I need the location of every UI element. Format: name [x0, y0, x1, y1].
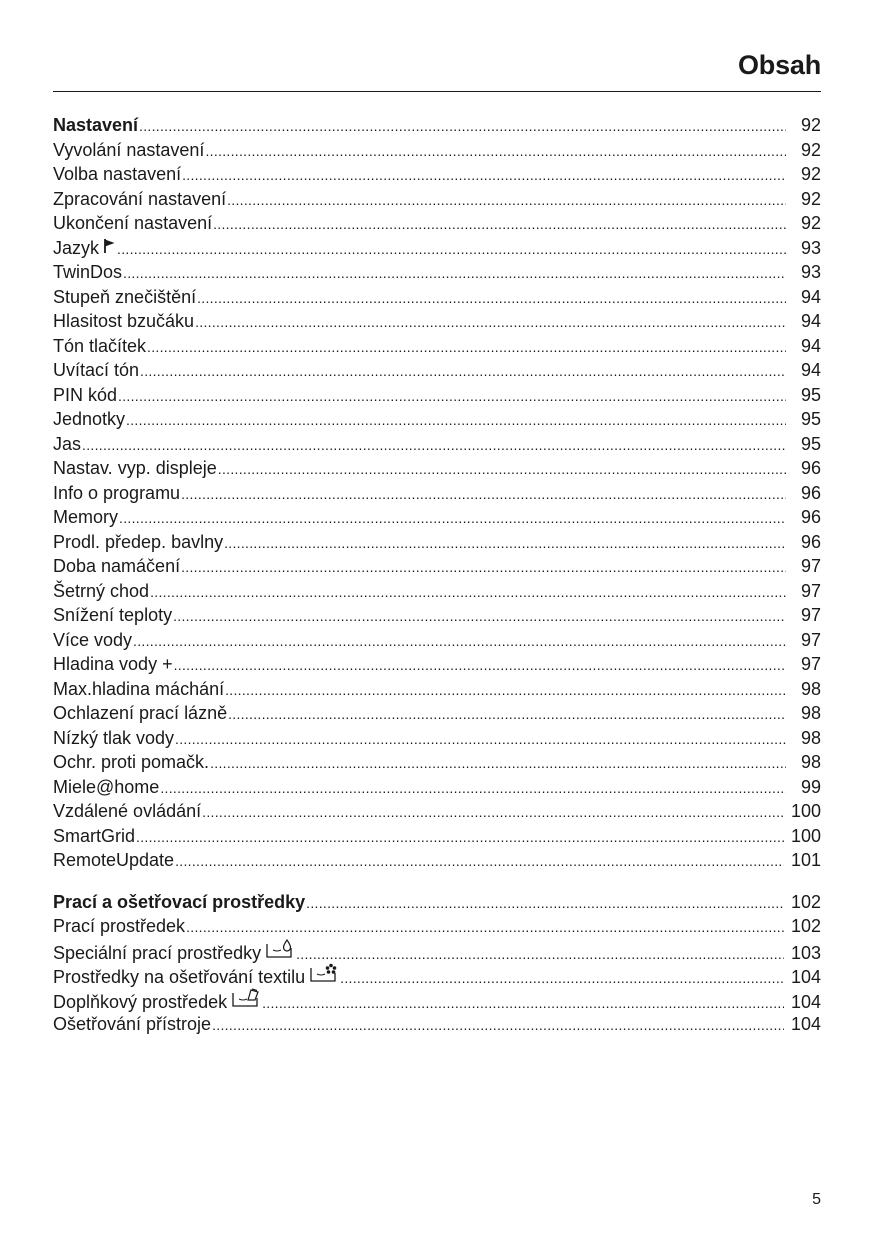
toc-entry-ochr-proti-pomack[interactable] — [53, 750, 821, 775]
toc-entry-page: 92 — [800, 213, 821, 233]
dot-leader — [139, 114, 786, 139]
toc-entry-page: 100 — [790, 825, 821, 846]
toc-entry-page: 92 — [800, 188, 821, 209]
additive-icon — [231, 988, 261, 1015]
toc-entry-page: 92 — [800, 115, 821, 135]
toc-entry-label: Volba nastavení — [53, 164, 182, 184]
toc-entry-prodl-predep-bavlny[interactable] — [53, 530, 821, 555]
toc-entry-label: Hladina vody + — [53, 654, 173, 674]
dot-leader — [150, 580, 786, 605]
dot-leader — [174, 653, 786, 678]
toc-entry-page: 102 — [790, 916, 821, 936]
toc-entry-label: Memory — [53, 507, 119, 527]
detergent-drop-icon — [265, 939, 295, 966]
dot-leader — [202, 800, 784, 825]
toc-entry-label: Miele@home — [53, 776, 160, 797]
toc-entry-hladina-vody[interactable] — [53, 652, 821, 677]
dot-leader — [118, 384, 786, 409]
toc-entry-label: Zpracování nastavení — [53, 188, 227, 209]
dot-leader — [340, 966, 784, 991]
dot-leader — [210, 751, 786, 776]
toc-entry-label: Vzdálené ovládání — [53, 801, 202, 821]
toc-entry-label: Prací prostředek — [53, 916, 186, 936]
toc-entry-nastaveni[interactable] — [53, 113, 821, 138]
dot-leader — [224, 531, 786, 556]
toc-entry-page: 99 — [800, 776, 821, 797]
toc-entry-specialni-praci-prostredky[interactable] — [53, 939, 821, 964]
toc-entry-setrny-chod[interactable] — [53, 579, 821, 604]
toc-entry-label: Speciální prací prostředky — [53, 942, 262, 963]
toc-entry-page: 102 — [790, 891, 821, 912]
dot-leader — [140, 359, 786, 384]
toc-entry-page: 94 — [800, 360, 821, 380]
toc-entry-page: 100 — [790, 801, 821, 821]
toc-section — [53, 890, 821, 1037]
dot-leader — [182, 163, 786, 188]
toc-entry-nastav-vyp-displeje[interactable] — [53, 456, 821, 481]
toc-entry-ton-tlacitek[interactable] — [53, 334, 821, 359]
toc-entry-page: 96 — [800, 482, 821, 503]
table-of-contents — [53, 113, 821, 1037]
toc-entry-pin-kod[interactable] — [53, 383, 821, 408]
header-divider — [53, 91, 821, 92]
toc-entry-label: Šetrný chod — [53, 580, 150, 601]
toc-entry-label: SmartGrid — [53, 825, 136, 846]
toc-entry-snizeni-teploty[interactable] — [53, 603, 821, 628]
toc-entry-label: Nastavení — [53, 115, 139, 135]
dot-leader — [160, 776, 786, 801]
dot-leader — [175, 727, 786, 752]
toc-entry-miele-home[interactable] — [53, 775, 821, 800]
toc-entry-page: 94 — [800, 311, 821, 331]
dot-leader — [136, 825, 784, 850]
toc-entry-praci-prostredek[interactable] — [53, 914, 821, 939]
dot-leader — [123, 261, 786, 286]
toc-entry-label: Uvítací tón — [53, 360, 140, 380]
toc-entry-label: Ochlazení prací lázně — [53, 703, 228, 723]
toc-entry-page: 93 — [800, 237, 821, 258]
toc-entry-page: 92 — [800, 164, 821, 184]
dot-leader — [262, 991, 784, 1016]
toc-entry-doplnkovy-prostredek[interactable] — [53, 988, 821, 1013]
toc-entry-page: 95 — [800, 384, 821, 405]
page-title: Obsah — [737, 50, 821, 80]
toc-entry-page: 96 — [800, 507, 821, 527]
toc-entry-label: TwinDos — [53, 262, 123, 282]
toc-entry-page: 98 — [800, 703, 821, 723]
toc-entry-page: 94 — [800, 286, 821, 307]
toc-entry-page: 103 — [790, 942, 821, 963]
toc-entry-label: Více vody — [53, 629, 133, 650]
toc-entry-remoteupdate[interactable] — [53, 848, 821, 873]
toc-entry-doba-namaceni[interactable] — [53, 554, 821, 579]
toc-entry-prostredky-na-osetrovani-textilu[interactable] — [53, 963, 821, 988]
toc-entry-page: 96 — [800, 458, 821, 478]
toc-entry-page: 94 — [800, 335, 821, 356]
toc-entry-page: 104 — [790, 967, 821, 987]
toc-entry-volba-nastaveni[interactable] — [53, 162, 821, 187]
toc-entry-jednotky[interactable] — [53, 407, 821, 432]
toc-entry-praci-a-osetrovaci-prostredky[interactable] — [53, 890, 821, 915]
toc-entry-label: Doba namáčení — [53, 556, 181, 576]
toc-entry-label: Prací a ošetřovací prostředky — [53, 891, 306, 912]
toc-entry-page: 98 — [800, 727, 821, 748]
toc-entry-max-hladina-machani[interactable] — [53, 677, 821, 702]
toc-entry-label: Prodl. předep. bavlny — [53, 531, 224, 552]
toc-entry-page: 97 — [800, 629, 821, 650]
dot-leader — [195, 310, 786, 335]
toc-entry-label: Nízký tlak vody — [53, 727, 175, 748]
toc-entry-vice-vody[interactable] — [53, 628, 821, 653]
dot-leader — [205, 139, 786, 164]
toc-entry-nizky-tlak-vody[interactable] — [53, 726, 821, 751]
toc-entry-vyvolani-nastaveni[interactable] — [53, 138, 821, 163]
page-number: 5 — [812, 1191, 821, 1208]
dot-leader — [147, 335, 786, 360]
toc-entry-label: Ochr. proti pomačk. — [53, 752, 210, 772]
toc-entry-smartgrid[interactable] — [53, 824, 821, 849]
toc-entry-twindos[interactable] — [53, 260, 821, 285]
toc-entry-ukonceni-nastaveni[interactable] — [53, 211, 821, 236]
toc-entry-label: Ošetřování přístroje — [53, 1014, 212, 1034]
toc-entry-page: 101 — [790, 850, 821, 870]
toc-entry-page: 95 — [800, 433, 821, 454]
toc-entry-page: 92 — [800, 139, 821, 160]
toc-entry-jas[interactable] — [53, 432, 821, 457]
toc-entry-page: 95 — [800, 409, 821, 429]
dot-leader — [175, 849, 784, 874]
toc-entry-label: Nastav. vyp. displeje — [53, 458, 217, 478]
toc-entry-label: Snížení teploty — [53, 605, 173, 625]
toc-entry-page: 98 — [800, 678, 821, 699]
dot-leader — [212, 1013, 784, 1038]
dot-leader — [225, 678, 786, 703]
toc-entry-label: Stupeň znečištění — [53, 286, 197, 307]
toc-entry-memory[interactable] — [53, 505, 821, 530]
flag-icon — [103, 236, 116, 261]
toc-entry-label: Tón tlačítek — [53, 335, 147, 356]
toc-entry-page: 104 — [790, 991, 821, 1012]
toc-entry-uvitaci-ton[interactable] — [53, 358, 821, 383]
toc-entry-label: Jednotky — [53, 409, 126, 429]
dot-leader — [126, 408, 786, 433]
toc-entry-page: 104 — [790, 1014, 821, 1034]
dot-leader — [227, 188, 786, 213]
toc-entry-vzdalene-ovladani[interactable] — [53, 799, 821, 824]
toc-entry-page: 97 — [800, 556, 821, 576]
toc-section — [53, 113, 821, 873]
toc-entry-label: PIN kód — [53, 384, 118, 405]
toc-entry-label: Jazyk — [53, 237, 100, 258]
dot-leader — [218, 457, 786, 482]
toc-entry-label: Vyvolání nastavení — [53, 139, 205, 160]
toc-entry-label: Doplňkový prostředek — [53, 991, 228, 1012]
dot-leader — [181, 555, 786, 580]
fabric-care-flower-icon — [309, 963, 339, 990]
dot-leader — [213, 212, 786, 237]
dot-leader — [117, 237, 786, 262]
dot-leader — [296, 942, 784, 967]
toc-entry-label: Jas — [53, 433, 82, 454]
toc-entry-info-o-programu[interactable] — [53, 481, 821, 506]
dot-leader — [82, 433, 786, 458]
toc-entry-page: 97 — [800, 654, 821, 674]
toc-entry-label: Info o programu — [53, 482, 181, 503]
toc-entry-stupen-znecisteni[interactable] — [53, 285, 821, 310]
toc-entry-osetrovani-pristroje[interactable] — [53, 1012, 821, 1037]
dot-leader — [228, 702, 786, 727]
toc-entry-label: Max.hladina máchání — [53, 678, 225, 699]
dot-leader — [133, 629, 786, 654]
toc-entry-label: Ukončení nastavení — [53, 213, 213, 233]
toc-entry-zpracovani-nastaveni[interactable] — [53, 187, 821, 212]
dot-leader — [119, 506, 786, 531]
dot-leader — [306, 891, 784, 916]
toc-entry-page: 98 — [800, 752, 821, 772]
toc-entry-page: 96 — [800, 531, 821, 552]
toc-entry-page: 97 — [800, 605, 821, 625]
dot-leader — [181, 482, 786, 507]
toc-entry-hlasitost-bzucaku[interactable] — [53, 309, 821, 334]
dot-leader — [173, 604, 786, 629]
dot-leader — [186, 915, 784, 940]
toc-entry-label: RemoteUpdate — [53, 850, 175, 870]
toc-entry-page: 97 — [800, 580, 821, 601]
toc-entry-label: Hlasitost bzučáku — [53, 311, 195, 331]
toc-entry-ochlazeni-praci-lazne[interactable] — [53, 701, 821, 726]
toc-entry-page: 93 — [800, 262, 821, 282]
toc-entry-label: Prostředky na ošetřování textilu — [53, 967, 306, 987]
dot-leader — [197, 286, 786, 311]
toc-entry-jazyk[interactable] — [53, 236, 821, 261]
